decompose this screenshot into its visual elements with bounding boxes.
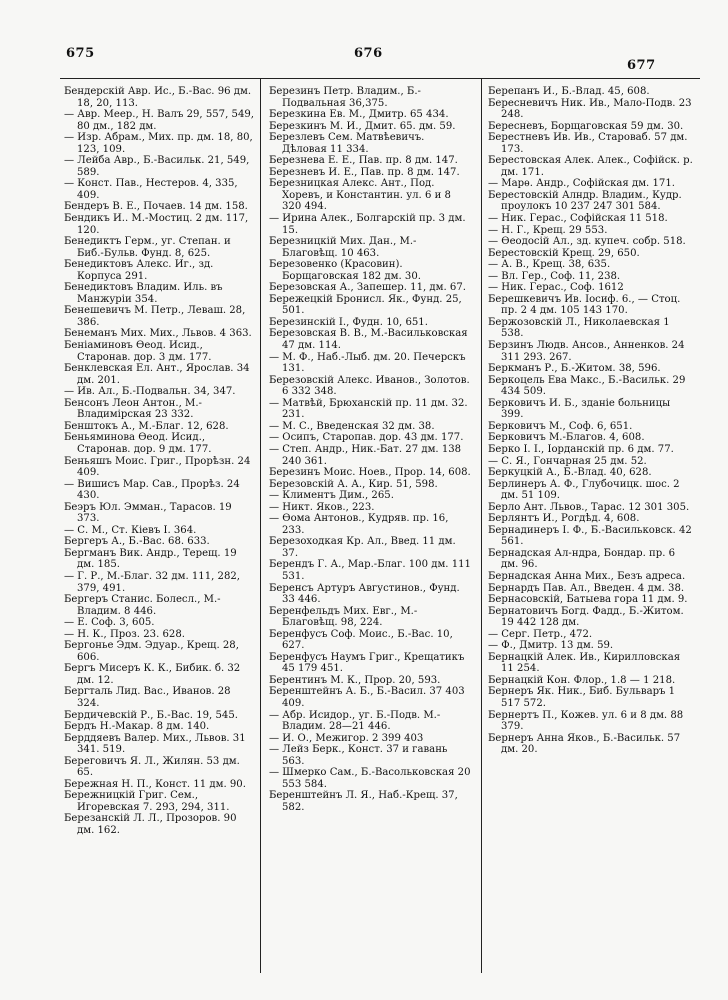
directory-entry: Березневъ И. Е., Пав. пр. 8 дм. 147.: [269, 166, 460, 178]
directory-entry: Берковичъ М., Соф. 6, 651.: [488, 420, 633, 432]
directory-column-2: [269, 86, 472, 813]
directory-entry: — Вл. Гер., Соф. 11, 238.: [488, 270, 621, 282]
directory-entry: Беренфусъ Наумъ Григ., Крещатикъ 45 179 451.: [269, 651, 465, 675]
directory-entry: — Никт. Яков., 223.: [269, 501, 375, 513]
directory-entry: Бергманъ Вик. Андр., Терещ. 19 дм. 185.: [64, 547, 237, 571]
directory-entry: Березовскій А. А., Кир. 51, 598.: [269, 478, 438, 490]
directory-entry: — Марѳ. Андр., Софійская дм. 171.: [488, 178, 675, 190]
directory-entry: Бернасовскій, Батыева гора 11 дм. 9.: [488, 594, 688, 606]
directory-entry: — Авр. Меер., Н. Валъ 29, 557, 549, 80 дм., 182 дм.: [64, 109, 254, 132]
directory-entry: Бересневичъ Ник. Ив., Мало-Подв. 23 248.: [488, 97, 692, 121]
directory-entry: Бендерскій Авр. Ис., Б.-Вас. 96 дм. 18, 20, 113.: [64, 86, 252, 109]
directory-entry: Бергеръ А., Б.-Вас. 68. 633.: [64, 536, 210, 548]
directory-entry: Берддяевъ Валер. Мих., Львов. 31 341. 519.: [64, 732, 246, 756]
directory-entry: Береговичъ Я. Л., Жилян. 53 дм. 65.: [64, 755, 240, 779]
directory-entry: Беніаминовъ Өеод. Исид., Старонав. дор. 3 дм. 177.: [64, 340, 212, 363]
directory-entry: — Вишисъ Мар. Сав., Прорѣз. 24 430.: [64, 478, 240, 502]
directory-entry: Березовскій Алекс. Иванов., Золотов. 6 332 348.: [269, 374, 470, 398]
directory-entry: Березоходкая Кр. Ал., Введ. 11 дм. 37.: [269, 536, 456, 559]
directory-entry: — Өома Антонов., Кудряв. пр. 16, 233.: [269, 513, 449, 536]
directory-entry: Берлинеръ А. Ф., Глубочицк. шос. 2 дм. 51 109.: [488, 478, 680, 502]
directory-entry: Бережецкій Бронисл. Як., Фунд. 25, 501.: [269, 293, 462, 317]
directory-entry: Бергонье Эдм. Эдуар., Крещ. 28, 606.: [64, 640, 239, 663]
directory-entry: Бержозовскій Л., Николаевская 1 538.: [488, 316, 670, 340]
directory-entry: Бергталь Лид. Вас., Иванов. 28 324.: [64, 686, 231, 709]
page-number-center: 676: [354, 46, 383, 61]
directory-entry: — Абр. Исидор., уг. Б.-Подв. М.-Владим. 28—21 446.: [269, 709, 441, 733]
directory-entry: Бенсонъ Леон Антон., М.-Владимірская 23 332.: [64, 397, 202, 421]
directory-entry: — М. С., Введенская 32 дм. 38.: [269, 420, 435, 432]
directory-entry: Бендикъ И.. М.-Мостиц. 2 дм. 117, 120.: [64, 213, 249, 236]
directory-entry: Берковичъ И. Б., зданіе больницы 399.: [488, 397, 671, 421]
directory-entry: Березкинъ М. И., Дмит. 65. дм. 59.: [269, 120, 456, 132]
directory-entry: Бенклевская Ел. Ант., Ярослав. 34 дм. 201.: [64, 363, 250, 386]
directory-entry: — Лейба Авр., Б.-Васильк. 21, 549, 589.: [64, 155, 250, 178]
directory-entry: Беренсъ Артуръ Августинов., Фунд. 33 446.: [269, 582, 460, 606]
directory-entry: Бендеръ В. Е., Почаев. 14 дм. 158.: [64, 201, 248, 213]
directory-entry: Бергеръ Станис. Болесл., М.-Владим. 8 446.: [64, 594, 221, 617]
directory-entry: Бережная Н. П., Конст. 11 дм. 90.: [64, 778, 246, 790]
directory-entry: Бернеръ Як. Ник., Биб. Бульваръ 1 517 572.: [488, 686, 676, 709]
directory-entry: Бернацкій Алек. Ив., Кирилловская 11 254.: [488, 651, 681, 675]
directory-entry: Березовенко (Красовин). Борщаговская 182 дм. 30.: [269, 259, 421, 282]
directory-entry: Берепанъ И., Б.-Влад. 45, 608.: [488, 86, 650, 97]
column-divider: [260, 78, 261, 973]
directory-entry: Берзинъ Людв. Ансов., Анненков. 24 311 293. 267.: [488, 340, 685, 363]
directory-entry: Бернадская Ал-ндра, Бондар. пр. 6 дм. 96.: [488, 547, 676, 571]
directory-entry: — Ирина Алек., Болгарскій пр. 3 дм. 15.: [269, 213, 466, 236]
directory-entry: Берестовскій Крещ. 29, 650.: [488, 247, 640, 259]
directory-entry: Берентинъ М. К., Прор. 20, 593.: [269, 674, 441, 686]
page-number-left: 675: [66, 46, 95, 61]
directory-entry: — Осипъ, Старопав. дор. 43 дм. 177.: [269, 432, 464, 444]
directory-entry: Березлевъ Сем. Матвѣевичъ. Дѣловая 11 334.: [269, 132, 425, 155]
directory-entry: Беренфельдъ Мих. Евг., М.-Благовѣщ. 98, 224.: [269, 605, 418, 629]
directory-entry: — Ив. Ал., Б.-Подвальн. 34, 347.: [64, 386, 236, 398]
directory-entry: Березницкая Алекс. Ант., Под. Хоревъ, и Константин. ул. 6 и 8 320 494.: [269, 178, 451, 213]
directory-entry: — Серг. Петр., 472.: [488, 628, 593, 640]
directory-entry: Беренштейнъ А. Б., Б.-Васил. 37 403 409.: [269, 686, 465, 709]
directory-entry: Беньяшъ Моис. Григ., Прорѣзн. 24 409.: [64, 455, 251, 479]
directory-entry: Березинъ Петр. Владим., Б.-Подвальная 36,375.: [269, 86, 421, 109]
directory-entry: Бенешевичъ М. Петр., Леваш. 28, 386.: [64, 305, 246, 328]
directory-entry: — Өеодосій Ал., зд. купеч. собр. 518.: [488, 236, 686, 248]
directory-entry: — Ник. Герас., Софійская 11 518.: [488, 213, 668, 225]
directory-entry: — А. В., Крещ. 38, 635.: [488, 259, 611, 271]
directory-entry: Берло Ант. Львов., Тарас. 12 301 305.: [488, 501, 690, 513]
directory-entry: — И. О., Межигор. 2 399 403: [269, 732, 424, 744]
directory-entry: Березинъ Моис. Ноев., Прор. 14, 608.: [269, 467, 471, 479]
directory-entry: — Матвѣй, Брюханскій пр. 11 дм. 32. 231.: [269, 397, 468, 421]
directory-entry: Беренфусъ Соф. Моис., Б.-Вас. 10, 627.: [269, 628, 453, 652]
directory-entry: Березовская В. В., М.-Васильковская 47 дм. 114.: [269, 328, 468, 352]
directory-entry: Берко I. I., Іорданскій пр. 6 дм. 77.: [488, 443, 674, 455]
directory-entry: Беркманъ Р., Б.-Житом. 38, 596.: [488, 363, 661, 375]
directory-entry: — Конст. Пав., Нестеров. 4, 335, 409.: [64, 178, 238, 201]
directory-entry: — Изр. Абрам., Мих. пр. дм. 18, 80, 123, 109.: [64, 132, 253, 155]
directory-entry: — С. Я., Гончарная 25 дм. 52.: [488, 455, 647, 467]
directory-entry: Беркуцкій А., Б.-Влад. 40, 628.: [488, 467, 652, 479]
directory-entry: Бенштокъ А., М.-Благ. 12, 628.: [64, 420, 229, 432]
directory-entry: Бенедиктъ Герм., уг. Степан. и Биб.-Бульв. Фунд. 8, 625.: [64, 236, 231, 259]
directory-entry: Бернадинеръ I. Ф., Б.-Васильковск. 42 561.: [488, 524, 692, 548]
directory-entry: Беньяминова Өеод. Исид., Старонав. дор. 9 дм. 177.: [64, 432, 212, 455]
directory-entry: Берестневъ Ив. Ив., Староваб. 57 дм. 173.: [488, 132, 688, 155]
directory-entry: Березинскій I., Фудн. 10, 651.: [269, 316, 428, 328]
column-divider: [481, 78, 482, 973]
directory-entry: Бернатовичъ Богд. Фадд., Б.-Житом. 19 442 128 дм.: [488, 605, 684, 629]
directory-entry: Берешкевичъ Ив. Іосиф. 6., — Стоц. пр. 2 4 дм. 105 143 170.: [488, 293, 681, 317]
directory-entry: Бернеръ Анна Яков., Б.-Васильк. 57 дм. 20.: [488, 732, 681, 756]
directory-entry: Бережницкій Григ. Сем., Игоревская 7. 293, 294, 311.: [64, 790, 230, 813]
directory-entry: Бергъ Мисеръ К. К., Бибик. б. 32 дм. 12.: [64, 663, 241, 686]
directory-entry: — Н. Г., Крещ. 29 553.: [488, 224, 608, 236]
directory-entry: — Климентъ Дим., 265.: [269, 490, 394, 502]
directory-entry: Бернардъ Пав. Ал., Введен. 4 дм. 38.: [488, 582, 685, 594]
directory-entry: Беркоцель Ева Макс., Б.-Васильк. 29 434 509.: [488, 374, 686, 398]
directory-entry: Березанскій Л. Л., Прозоров. 90 дм. 162.: [64, 813, 237, 836]
directory-entry: Берковичъ М.-Благов. 4, 608.: [488, 432, 645, 444]
directory-entry: Бернадская Анна Мих., Безъ адреса.: [488, 570, 686, 582]
directory-entry: Березнева Е. Е., Пав. пр. 8 дм. 147.: [269, 155, 458, 167]
directory-entry: — М. Ф., Наб.-Лыб. дм. 20. Печерскъ 131.: [269, 351, 466, 375]
directory-column-3: [488, 86, 693, 756]
directory-entry: Бенедиктовъ Владим. Иль. въ Манжуріи 354.: [64, 282, 223, 305]
directory-entry: Беэръ Юл. Эмман., Тарасов. 19 373.: [64, 501, 232, 525]
directory-entry: — Е. Соф. 3, 605.: [64, 617, 155, 629]
directory-entry: — Н. К., Проз. 23. 628.: [64, 628, 185, 640]
directory-entry: — Лейз Берк., Конст. 37 и гавань 563.: [269, 744, 448, 767]
directory-entry: — Г. Р., М.-Благ. 32 дм. 111, 282, 379, 491.: [64, 570, 241, 594]
directory-entry: Бернацкій Кон. Флор., 1.8 — 1 218.: [488, 674, 676, 686]
directory-entry: Бердъ Н.-Макар. 8 дм. 140.: [64, 721, 210, 733]
directory-entry: Берестовская Алек. Алек., Софійск. р. дм. 171.: [488, 155, 693, 178]
directory-entry: — Ф., Дмитр. 13 дм. 59.: [488, 640, 614, 652]
directory-entry: — Ник. Герас., Соф. 1612: [488, 282, 624, 294]
directory-entry: — С. М., Ст. Кіевъ I. 364.: [64, 524, 197, 536]
page-number-right: 677: [627, 58, 656, 73]
directory-entry: Березовская А., Запешер. 11, дм. 67.: [269, 282, 466, 294]
directory-entry: Бернертъ П., Кожев. ул. 6 и 8 дм. 88 379.: [488, 709, 684, 733]
directory-entry: — Шмерко Сам., Б.-Васольковская 20 553 584.: [269, 767, 471, 790]
directory-entry: Березницкій Мих. Дан., М.-Благовѣщ. 10 463.: [269, 236, 417, 259]
directory-entry: Березкина Ев. М., Дмитр. 65 434.: [269, 109, 449, 121]
directory-entry: — Степ. Андр., Ник.-Бат. 27 дм. 138 240 361.: [269, 443, 462, 467]
directory-entry: Бенеманъ Мих. Мих., Львов. 4 363.: [64, 328, 252, 340]
directory-entry: Берлянтъ И., Рогдѣд. 4, 608.: [488, 513, 640, 525]
directory-entry: Берендъ Г. А., Мар.-Благ. 100 дм. 111 531.: [269, 559, 471, 582]
directory-entry: Беренштейнъ Л. Я., Наб.-Крещ. 37, 582.: [269, 790, 458, 813]
directory-entry: Бересневъ, Борщаговская 59 дм. 30.: [488, 120, 684, 132]
directory-column-1: [64, 86, 255, 837]
header-rule: [60, 78, 700, 79]
directory-entry: Бердичевскій Р., Б.-Вас. 19, 545.: [64, 709, 238, 721]
directory-entry: Бенедиктовъ Алекс. Иг., зд. Корпуса 291.: [64, 259, 214, 282]
directory-entry: Берестовскій Алндр. Владим., Кудр. проулокъ 10 237 247 301 584.: [488, 189, 682, 213]
